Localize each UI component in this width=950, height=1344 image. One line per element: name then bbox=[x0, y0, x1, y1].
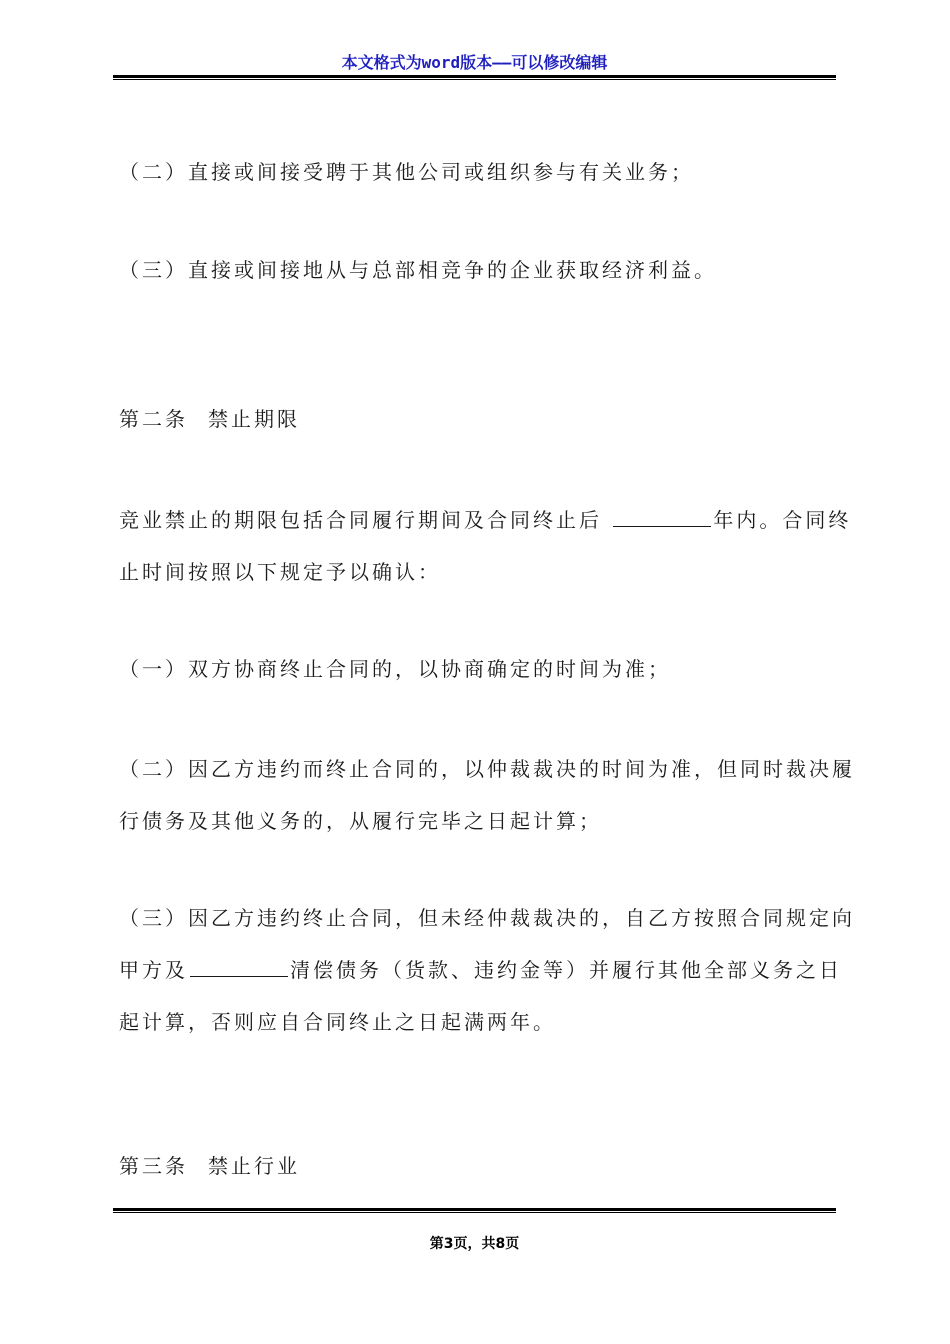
text-line: 起计算，否则应自合同终止之日起满两年。 bbox=[119, 1010, 556, 1034]
paragraph-item-1 bbox=[119, 643, 839, 695]
article-3-heading bbox=[119, 1140, 300, 1192]
fill-in-blank-party bbox=[190, 960, 288, 977]
text-segment: 清偿债务（货款、违约金等）并履行其他全部义务之日 bbox=[290, 958, 842, 982]
article-number: 第三条 bbox=[119, 1154, 188, 1178]
text-segment: 甲方及 bbox=[119, 958, 188, 982]
paragraph-item-3 bbox=[119, 892, 855, 1048]
article-title: 禁止期限 bbox=[208, 407, 300, 431]
page-number: 第3页，共8页 bbox=[429, 1236, 520, 1252]
text-line: （二）直接或间接受聘于其他公司或组织参与有关业务； bbox=[119, 160, 694, 184]
text-line: 行债务及其他义务的，从履行完毕之日起计算； bbox=[119, 809, 602, 833]
footer-rule bbox=[113, 1208, 836, 1213]
text-segment: 年内。合同终 bbox=[713, 508, 852, 532]
text-line: （三）直接或间接地从与总部相竞争的企业获取经济利益。 bbox=[119, 258, 717, 282]
text-segment: 竞业禁止的期限包括合同履行期间及合同终止后 bbox=[119, 508, 612, 532]
paragraph-clause-3 bbox=[119, 244, 839, 296]
text-line: （一）双方协商终止合同的，以协商确定的时间为准； bbox=[119, 657, 671, 681]
article-2-heading bbox=[119, 393, 300, 445]
page-footer bbox=[113, 1234, 836, 1254]
text-line bbox=[119, 944, 842, 996]
article-number: 第二条 bbox=[119, 407, 188, 431]
header-text: 本文格式为word版本——可以修改编辑 bbox=[341, 53, 608, 72]
text-line: 止时间按照以下规定予以确认： bbox=[119, 560, 441, 584]
text-line bbox=[119, 494, 852, 546]
header-rule bbox=[113, 75, 836, 80]
paragraph-term-definition bbox=[119, 494, 852, 598]
paragraph-item-2 bbox=[119, 743, 855, 847]
fill-in-blank-years bbox=[613, 510, 711, 527]
paragraph-clause-2 bbox=[119, 146, 839, 198]
text-line: （三）因乙方违约终止合同，但未经仲裁裁决的，自乙方按照合同规定向 bbox=[119, 906, 855, 930]
text-line: （二）因乙方违约而终止合同的，以仲裁裁决的时间为准，但同时裁决履 bbox=[119, 757, 855, 781]
article-title: 禁止行业 bbox=[208, 1154, 300, 1178]
